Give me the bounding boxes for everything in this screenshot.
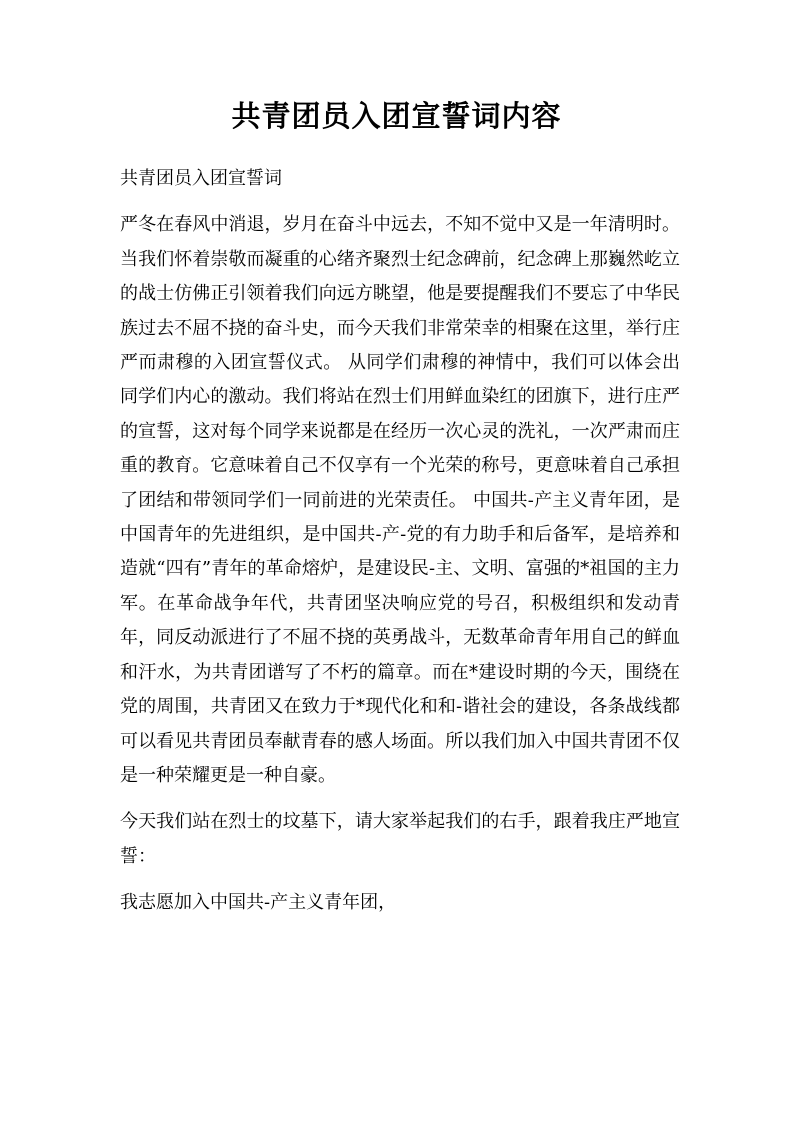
body-paragraph: 今天我们站在烈士的坟墓下，请大家举起我们的右手，跟着我庄严地宣誓： [120, 811, 680, 867]
body-paragraph: 严冬在春风中消退，岁月在奋斗中远去，不知不觉中又是一年清明时。当我们怀着崇敬而凝重的心绪齐聚烈士纪念碑前，纪念碑上那巍然屹立的战士仿佛正引领着我们向远方眺望，他是要提醒我们不要忘了中华民族过去不屈不挠的奋斗史，而今天我们非常荣幸的相聚在这里，举行庄严而肃穆的入团宣誓仪式。 从同学们肃穆的神情中，我们可以体会出同学们内心的激动。我们将站在烈士们用鲜血染红的团旗下，进行庄严的宣誓，这对每个同学来说都是在经历一次心灵的洗礼，一次严肃而庄重的教育。它意味着自己不仅享有一个光荣的称号，更意味着自己承担了团结和带领同学们一同前进的光荣责任。 中国共-产主义青年团，是中国青年的先进组织，是中国共-产-党的有力助手和后备军，是培养和造就“四有”青年的革命熔炉，是建设民-主、文明、富强的*祖国的主力军。在革命战争年代，共青团坚决响应党的号召，积极组织和发动青年，同反动派进行了不屈不挠的英勇战斗，无数革命青年用自己的鲜血和汗水，为共青团谱写了不朽的篇章。而在*建设时期的今天，围绕在党的周围，共青团又在致力于*现代化和和-谐社会的建设，各条战线都可以看见共青团员奉献青春的感人场面。所以我们加入中国共青团不仅是一种荣耀更是一种自豪。 [120, 214, 680, 786]
document-body [120, 162, 680, 933]
subtitle-paragraph: 共青团员入团宣誓词 [120, 168, 282, 189]
document-title: 共青团员入团宣誓词内容 [231, 99, 562, 133]
body-paragraph: 我志愿加入中国共-产主义青年团， [120, 892, 397, 914]
